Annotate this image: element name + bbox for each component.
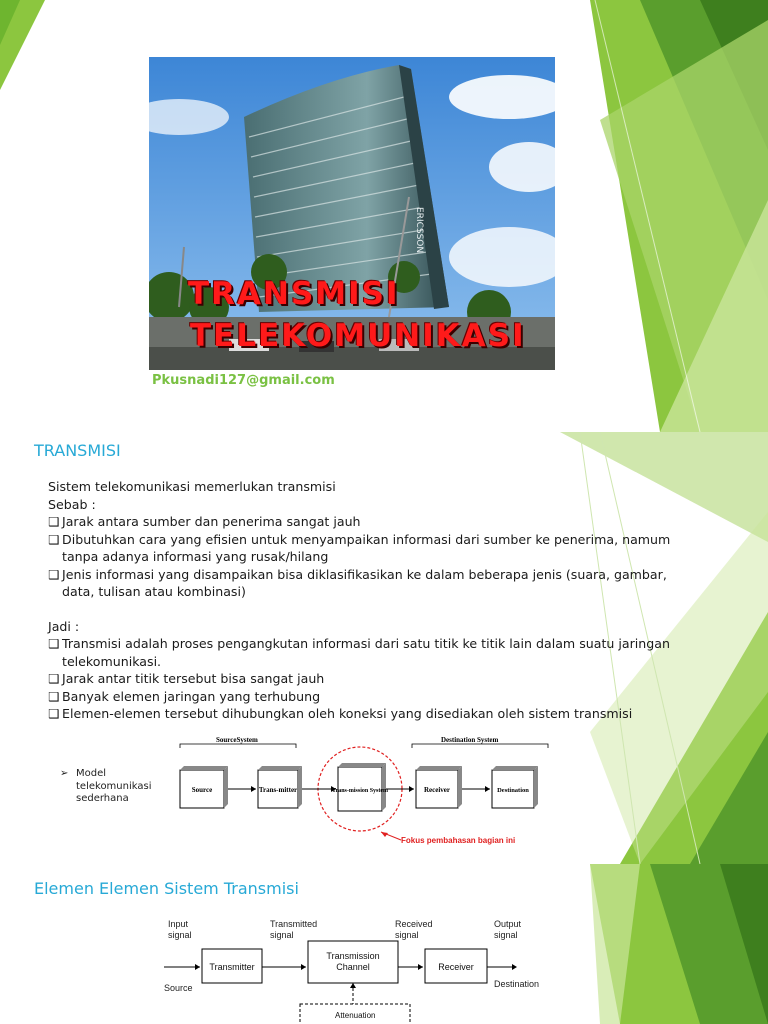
slide-transmisi xyxy=(0,432,768,864)
list-item: ❑ Jenis informasi yang disampaikan bisa diklasifikasikan ke dalam beberapa jenis (suara, gambar, data, tulisan atau kombinasi) xyxy=(48,566,667,599)
checkbox-bullet-icon: ❑ xyxy=(48,671,60,686)
receiver-box-label: Receiver xyxy=(423,786,451,794)
slide2-heading: TRANSMISI xyxy=(34,441,121,460)
slide2-body xyxy=(48,478,698,723)
destination-system-label: Destination System xyxy=(441,736,499,744)
focus-note: Fokus pembahasan bagian ini xyxy=(401,836,516,845)
source-box-label: Source xyxy=(191,786,213,794)
simple-model-diagram xyxy=(176,732,556,852)
checkbox-bullet-icon: ❑ xyxy=(48,706,60,721)
author-email: Pkusnadi127@gmail.com xyxy=(152,373,335,388)
transmitter-box-label: Transmitter xyxy=(209,962,255,972)
source-system-label: SourceSystem xyxy=(216,736,258,744)
list-item: ❑ Transmisi adalah proses pengangkutan informasi dari satu titik ke titik lain dalam suatu jaringan telekomunikasi. xyxy=(48,636,670,669)
sebab-label: Sebab : xyxy=(48,496,96,512)
list-item: ❑ Elemen-elemen tersebut dihubungkan oleh koneksi yang disediakan oleh sistem transmisi xyxy=(48,706,633,721)
slide-elemen xyxy=(0,864,768,1024)
checkbox-bullet-icon: ❑ xyxy=(48,514,60,529)
received-signal-label: Received signal xyxy=(395,919,433,940)
title-line-2: TELEKOMUNIKASI xyxy=(190,318,526,354)
transmitter-box-label: Trans-mitter xyxy=(258,786,298,794)
model-caption: ➢ Model telekomunikasi sederhana xyxy=(60,768,152,804)
building-sign: ERICSSON xyxy=(414,207,424,254)
attenuation-label: Attenuation xyxy=(335,1011,376,1020)
title-line-1: TRANSMISI xyxy=(188,276,400,312)
list-item: ❑ Dibutuhkan cara yang efisien untuk menyampaikan informasi dari sumber ke penerima, namum tanpa adanya informasi yang rusak/hilang xyxy=(48,531,671,564)
checkbox-bullet-icon: ❑ xyxy=(48,688,60,704)
checkbox-bullet-icon: ❑ xyxy=(48,566,60,582)
channel-box-label: Transmission Channel xyxy=(326,951,380,972)
transmission-elements-diagram xyxy=(160,912,550,1024)
transmitted-signal-label: Transmitted signal xyxy=(270,919,318,940)
arrow-bullet-icon: ➢ xyxy=(60,768,69,779)
list-item: ❑ Banyak elemen jaringan yang terhubung xyxy=(48,688,321,704)
destination-box-label: Destination xyxy=(497,787,529,794)
output-signal-label: Output signal xyxy=(494,919,522,940)
list-item: ❑ Jarak antar titik tersebut bisa sangat jauh xyxy=(48,671,325,686)
receiver-box-label: Receiver xyxy=(438,962,474,972)
slide-title xyxy=(0,0,768,432)
source-label: Source xyxy=(164,983,193,993)
checkbox-bullet-icon: ❑ xyxy=(48,636,60,651)
slide3-heading: Elemen Elemen Sistem Transmisi xyxy=(34,879,299,898)
jadi-label: Jadi : xyxy=(48,618,80,634)
input-signal-label: Input signal xyxy=(168,919,192,940)
destination-label: Destination xyxy=(494,979,540,989)
list-item: ❑ Jarak antara sumber dan penerima sangat jauh xyxy=(48,514,361,529)
transmission-system-box-label: Trans-mission System xyxy=(331,788,389,794)
checkbox-bullet-icon: ❑ xyxy=(48,531,60,547)
intro-text: Sistem telekomunikasi memerlukan transmisi xyxy=(48,479,336,494)
